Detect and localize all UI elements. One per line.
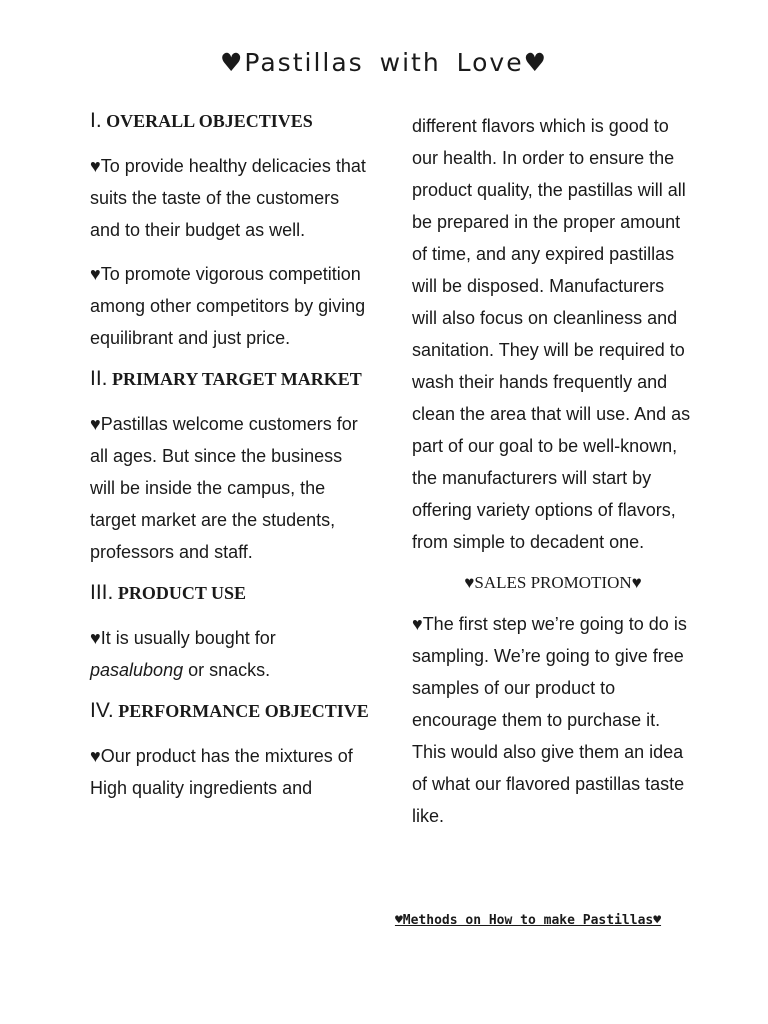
section-title: PRODUCT USE	[117, 583, 247, 603]
section-number: II.	[90, 367, 108, 390]
italic-term: pasalubong	[90, 660, 184, 680]
paragraph: ♥Our product has the mixtures of High quality ingredients and	[90, 746, 353, 798]
paragraph: different flavors which is good to our health. In order to ensure the product quality, the pastillas will all be prepared in the proper amount of time, and any expired pastillas will be disposed. Manufacturers will also focus on cleanliness and sanitation. They will be required to wash their hands frequently and clean the area that will use. And as part of our goal to be well-known, the manufacturers will start by offering variety options of flavors, from simple to decadent one.	[412, 116, 691, 552]
section-number: III.	[90, 581, 114, 604]
document-title: ♥Pastillas with Love♥	[220, 48, 548, 77]
right-column	[412, 108, 694, 844]
left-column	[90, 108, 370, 816]
paragraph	[90, 622, 370, 686]
paragraph: ♥To promote vigorous competition among other competitors by giving equilibrant and just price.	[90, 264, 366, 348]
sales-promotion-heading: ♥SALES PROMOTION♥	[464, 573, 642, 592]
paragraph: ♥The first step we’re going to do is sampling. We’re going to give free samples of our product to encourage them to purchase it. This would also give them an idea of what our flavored pastillas taste like.	[412, 614, 687, 826]
text-run: ♥It is usually bought for	[90, 628, 276, 648]
paragraph: ♥Pastillas welcome customers for all ages. But since the business will be inside the campus, the target market are the students, professors and staff.	[90, 414, 358, 562]
section-heading-performance-objective	[90, 698, 370, 724]
methods-heading: ♥Methods on How to make Pastillas♥	[394, 913, 662, 928]
section-title: PRIMARY TARGET MARKET	[112, 369, 362, 389]
section-number: I.	[90, 109, 102, 132]
paragraph: ♥To provide healthy delicacies that suits the taste of the customers and to their budget as well.	[90, 156, 366, 240]
text-run: or snacks.	[183, 660, 271, 680]
section-title: PERFORMANCE OBJECTIVE	[118, 701, 369, 721]
section-number: IV.	[90, 699, 114, 722]
section-heading-overall-objectives	[90, 108, 370, 134]
section-heading-primary-target-market	[90, 366, 370, 392]
section-heading-product-use	[90, 580, 370, 606]
section-title: OVERALL OBJECTIVES	[106, 111, 313, 131]
